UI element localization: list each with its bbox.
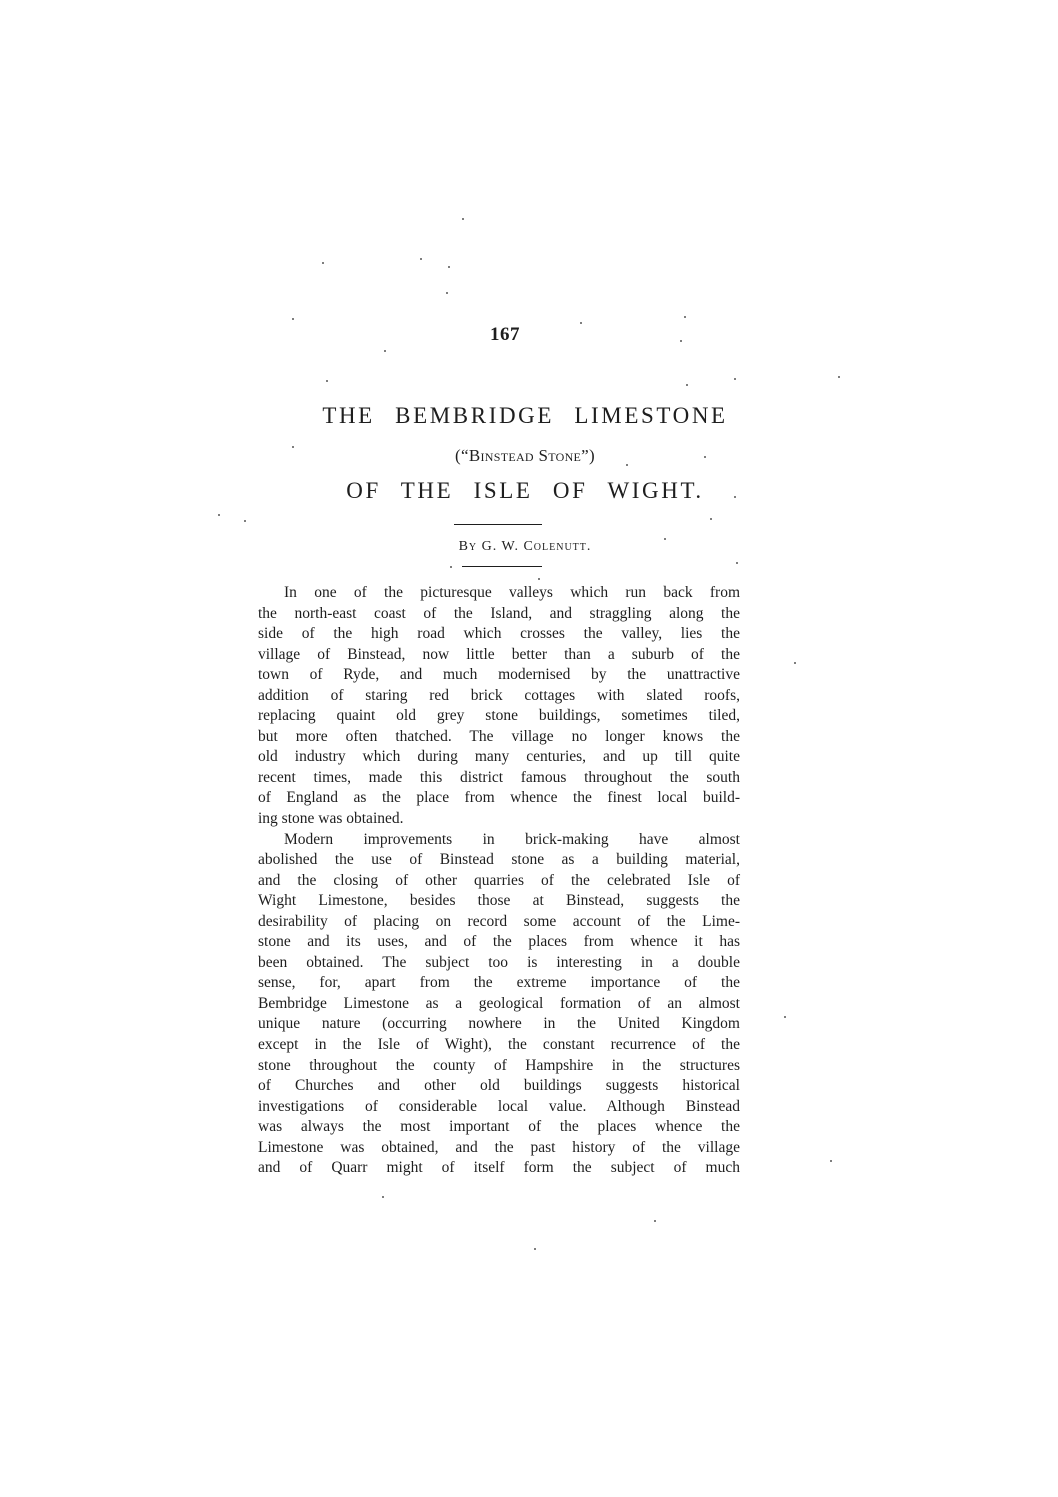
scan-speck [384,350,386,352]
text-line: except in the Isle of Wight), the constant recurrence of the [258,1036,740,1054]
text-line: Limestone was obtained, and the past history of the village [258,1138,740,1156]
text-line: been obtained. The subject too is interesting in a double [258,953,740,971]
scan-speck [680,340,682,342]
scan-speck [580,322,582,324]
title-divider-rule [454,524,542,525]
scan-speck [794,662,796,664]
scan-speck [664,538,666,540]
text-line: the north-east coast of the Island, and straggling along the [258,604,740,622]
text-line: In one of the picturesque valleys which run back from [284,584,740,601]
scan-speck [244,520,246,522]
text-line: and of Quarr might of itself form the subject of much [258,1159,740,1177]
scan-speck [450,566,452,568]
text-line: desirability of placing on record some account of the Lime- [258,912,740,930]
article-title-line-2: (“Binstead Stone”) [455,446,595,465]
article-body [258,583,740,1179]
text-line: sense, for, apart from the extreme importance of the [258,974,740,992]
author-byline: By G. W. Colenutt. [458,539,592,554]
text-line: town of Ryde, and much modernised by the unattractive [258,666,740,684]
scan-speck [654,1220,656,1222]
text-line: side of the high road which crosses the valley, lies the [258,625,740,643]
paragraph-1 [258,583,740,830]
page-number: 167 [490,324,520,345]
scan-speck [538,578,540,580]
text-line: Bembridge Limestone as a geological formation of an almost [258,994,740,1012]
paragraph-2 [258,830,740,1179]
scan-speck [448,266,450,268]
scan-speck [534,1248,536,1250]
text-line: abolished the use of Binstead stone as a building material, [258,851,740,869]
text-line: addition of staring red brick cottages with slated roofs, [258,686,740,704]
scan-speck [292,446,294,448]
scan-speck [710,518,712,520]
text-line: of Churches and other old buildings suggests historical [258,1077,740,1095]
text-line: stone and its uses, and of the places from whence it has [258,933,740,951]
scan-speck [684,316,686,318]
text-line: investigations of considerable local value. Although Binstead [258,1097,740,1115]
scan-speck [734,378,736,380]
scan-speck [626,464,628,466]
text-line: old industry which during many centuries, and up till quite [258,748,740,766]
scan-speck [382,1196,384,1198]
scan-speck [322,262,324,264]
text-line: was always the most important of the places whence the [258,1118,740,1136]
scan-speck [686,384,688,386]
article-title-line-3: OF THE ISLE OF WIGHT. [346,478,704,503]
scan-speck [292,318,294,320]
scan-speck [838,376,840,378]
text-line: Wight Limestone, besides those at Binstead, suggests the [258,892,740,910]
article-title-line-1: THE BEMBRIDGE LIMESTONE [322,403,728,428]
scan-speck [830,1160,832,1162]
text-line: recent times, made this district famous throughout the south [258,768,740,786]
scan-speck [218,514,220,516]
text-line: and the closing of other quarries of the celebrated Isle of [258,871,740,889]
scan-speck [736,562,738,564]
scan-speck [734,496,736,498]
text-line: ing stone was obtained. [258,810,404,828]
text-line: of England as the place from whence the finest local build- [258,789,740,807]
scan-speck [420,258,422,260]
text-line: unique nature (occurring nowhere in the United Kingdom [258,1015,740,1033]
scan-speck [446,292,448,294]
text-line: village of Binstead, now little better than a suburb of the [258,645,740,663]
scan-speck [704,456,706,458]
text-line: replacing quaint old grey stone buildings, sometimes tiled, [258,707,740,725]
text-line: Modern improvements in brick-making have almost [284,830,740,848]
scan-speck [462,218,464,220]
scan-speck [784,1016,786,1018]
text-line: stone throughout the county of Hampshire in the structures [258,1056,740,1074]
scan-speck [326,380,328,382]
byline-divider-rule [462,566,542,567]
text-line: but more often thatched. The village no longer knows the [258,727,740,745]
